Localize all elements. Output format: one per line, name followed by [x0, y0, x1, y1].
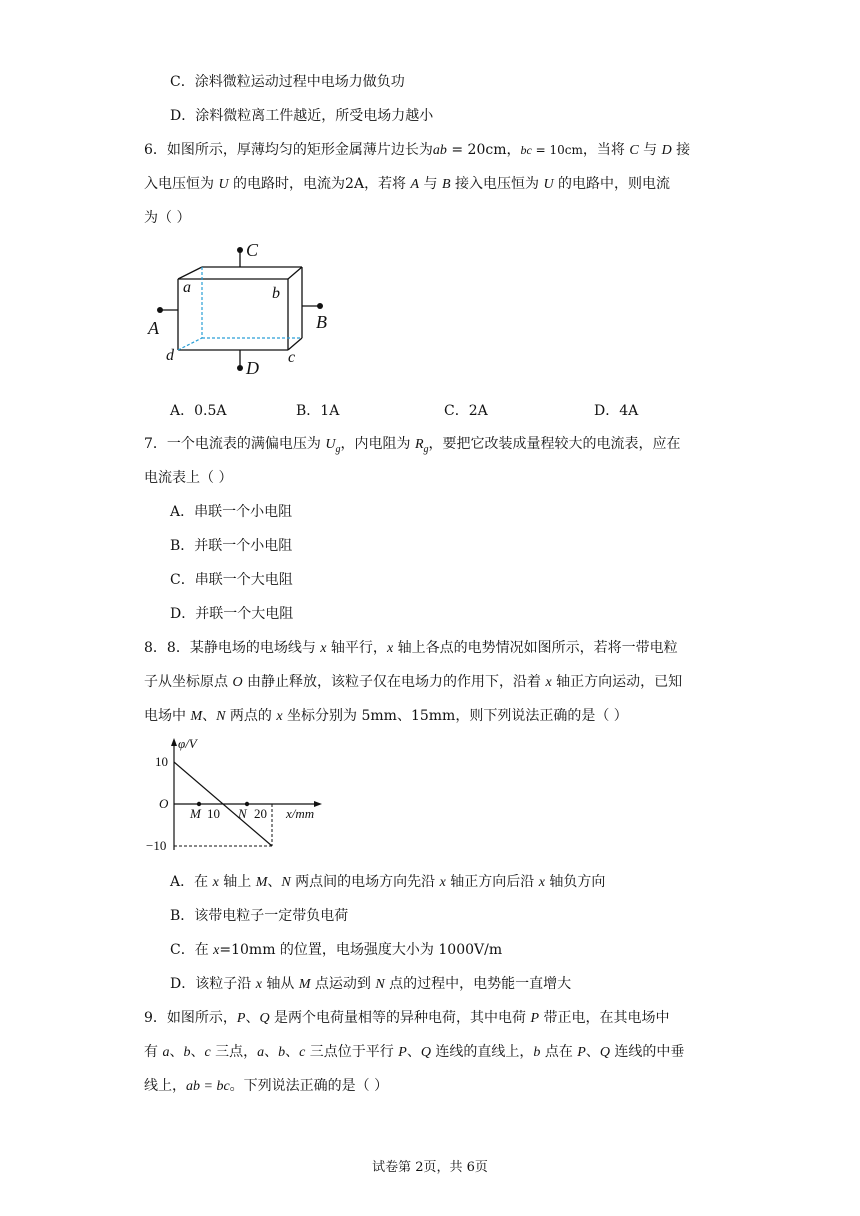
page-footer: 试卷第 2页，共 6页: [372, 1160, 488, 1175]
y-axis-label: φ/V: [178, 736, 197, 751]
q6-option-b: B．1A: [296, 403, 340, 419]
q6-metal-sheet-figure: [140, 236, 340, 382]
label-c: c: [288, 349, 296, 366]
q7-stem-line-1: 7．一个电流表的满偏电压为 $U_g$，内电阻为 $R_g$，要把它改装成量程较大的电流表，应在: [144, 436, 681, 455]
q8-option-a: A．在 x 轴上 M、N 两点间的电场方向先沿 x 轴正方向后沿 x 轴负方向: [170, 874, 606, 890]
point-M-label: M: [190, 806, 201, 821]
q8-option-d: D．该粒子沿 x 轴从 M 点运动到 N 点的过程中，电势能一直增大: [170, 976, 572, 992]
q8-potential-graph: [140, 734, 340, 858]
q6-option-d: D．4A: [594, 403, 639, 419]
origin-label: O: [159, 796, 169, 811]
q6-option-c: C．2A: [444, 403, 488, 419]
q7-option-b: B．并联一个小电阻: [170, 538, 293, 554]
q6-stem-line-2: 入电压恒为 U 的电路时，电流为2A，若将 A 与 B 接入电压恒为 U 的电路中，则电流: [144, 176, 671, 192]
q5-option-c: C．涂料微粒运动过程中电场力做负功: [170, 74, 405, 90]
q8-option-c: C．在 x=10mm 的位置，电场强度大小为 1000V/m: [170, 942, 503, 958]
q8-stem-line-2: 子从坐标原点 O 由静止释放，该粒子仅在电场力的作用下，沿着 x 轴正方向运动，已知: [144, 674, 683, 690]
q8-option-b: B．该带电粒子一定带负电荷: [170, 908, 349, 924]
label-b: b: [272, 285, 280, 302]
q7-stem-line-2: 电流表上（ ）: [144, 470, 233, 486]
q6-option-a: A．0.5A: [170, 403, 227, 419]
label-D: D: [246, 358, 259, 378]
y-tick-bottom: −10: [146, 838, 167, 853]
q9-stem-line-2: 有 a、b、c 三点，a、b、c 三点位于平行 P、Q 连线的直线上，b 点在 P、Q 连线的中垂: [144, 1044, 685, 1060]
label-B: B: [316, 312, 327, 332]
q7-option-d: D．并联一个大电阻: [170, 606, 294, 622]
q7-option-c: C．串联一个大电阻: [170, 572, 293, 588]
q9-stem-line-1: 9．如图所示，P、Q 是两个电荷量相等的异种电荷，其中电荷 P 带正电，在其电场中: [144, 1010, 670, 1026]
x-axis-label: x/mm: [286, 806, 315, 821]
q6-stem-line-3: 为（ ）: [144, 210, 191, 226]
q8-stem-line-1: 8．8．某静电场的电场线与 x 轴平行，x 轴上各点的电势情况如图所示，若将一带电粒: [144, 640, 678, 656]
q7-option-a: A．串联一个小电阻: [170, 504, 293, 520]
label-C: C: [246, 240, 259, 260]
x-tick-10: 10: [207, 806, 220, 821]
q6-options: [170, 400, 730, 420]
label-A: A: [148, 318, 159, 338]
point-N-label: N: [238, 806, 247, 821]
label-a: a: [183, 279, 191, 296]
label-d: d: [166, 347, 174, 364]
q9-stem-line-3: 线上，ab = bc。下列说法正确的是（ ）: [144, 1078, 389, 1094]
q6-stem-line-1: 6．如图所示，厚薄均匀的矩形金属薄片边长为ab = 20cm，bc = 10cm，当将 C 与 D 接: [144, 142, 691, 158]
q5-option-d: D．涂料微粒离工件越近，所受电场力越小: [170, 108, 434, 124]
q8-stem-line-3: 电场中 M、N 两点的 x 坐标分别为 5mm、15mm，则下列说法正确的是（ ）: [144, 708, 628, 724]
y-tick-top: 10: [155, 754, 168, 769]
x-tick-20: 20: [254, 806, 267, 821]
